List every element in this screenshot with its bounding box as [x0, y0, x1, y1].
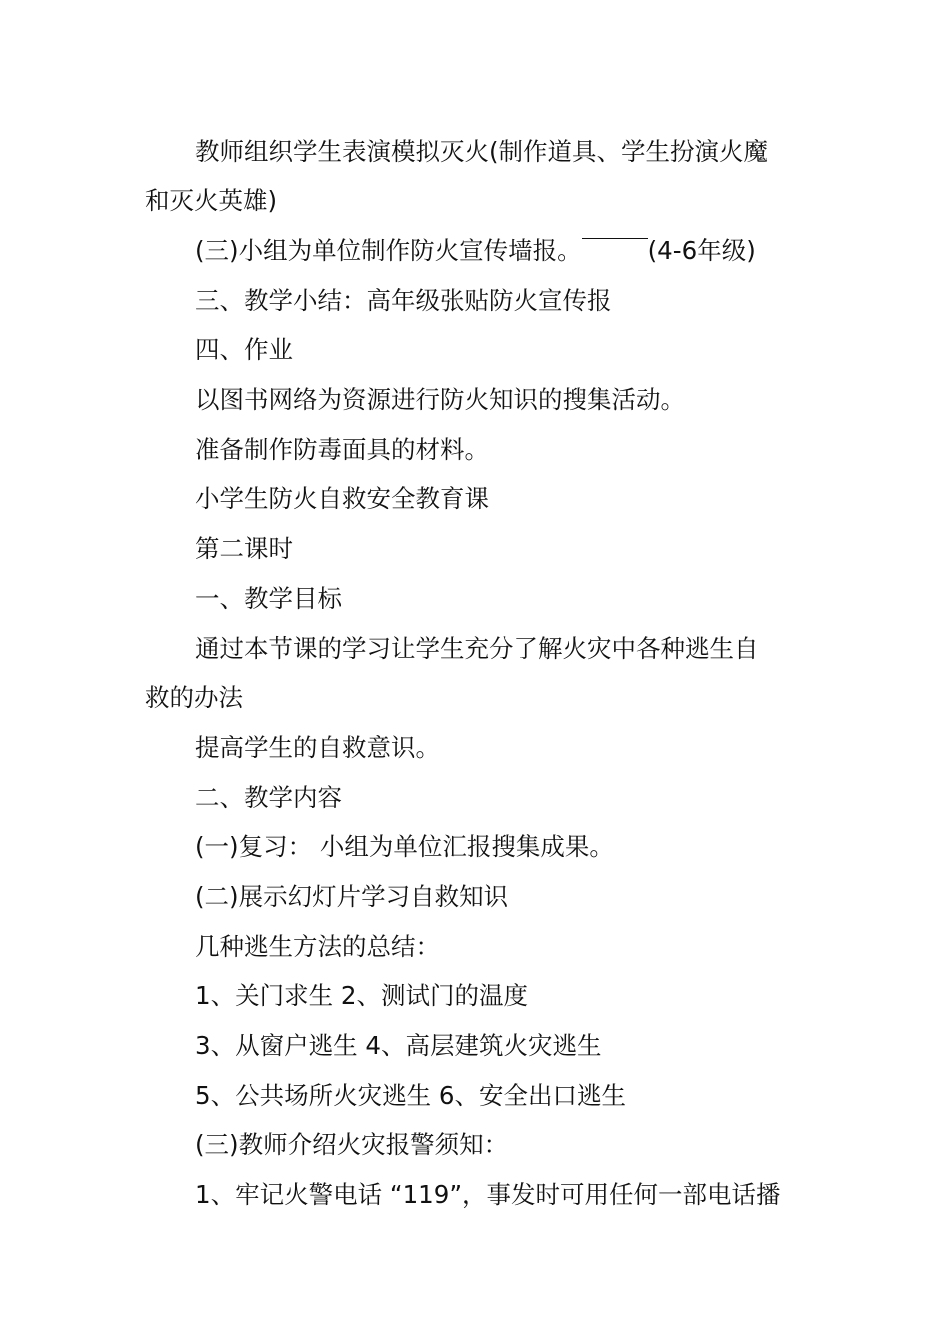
paragraph-awareness: 提高学生的自救意识。 [195, 733, 440, 762]
paragraph-objectives: 通过本节课的学习让学生充分了解火灾中各种逃生自 [195, 634, 759, 663]
grade-range-text: (4-6年级) [647, 236, 756, 265]
heading-alarm-notice: (三)教师介绍火灾报警须知： [195, 1130, 509, 1159]
paragraph-slides: (二)展示幻灯片学习自救知识 [195, 882, 509, 911]
list-item-escape-3-4: 3、从窗户逃生 4、高层建筑火灾逃生 [195, 1031, 602, 1060]
paragraph-objectives-cont: 救的办法 [145, 683, 243, 712]
paragraph-wall-poster [195, 236, 815, 266]
heading-objectives: 一、教学目标 [195, 584, 342, 613]
paragraph-escape-summary: 几种逃生方法的总结： [195, 932, 440, 961]
lesson-period: 第二课时 [195, 534, 293, 563]
paragraph-fire-drill-cont: 和灭火英雄) [145, 186, 278, 215]
heading-summary: 三、教学小结：高年级张贴防火宣传报 [195, 286, 612, 315]
heading-content: 二、教学内容 [195, 783, 342, 812]
paragraph-homework-1: 以图书网络为资源进行防火知识的搜集活动。 [195, 385, 685, 414]
list-item-escape-5-6: 5、公共场所火灾逃生 6、安全出口逃生 [195, 1081, 626, 1110]
heading-homework: 四、作业 [195, 335, 293, 364]
wall-poster-text: (三)小组为单位制作防火宣传墙报。 [195, 236, 582, 265]
paragraph-homework-2: 准备制作防毒面具的材料。 [195, 435, 489, 464]
paragraph-review: (一)复习： 小组为单位汇报搜集成果。 [195, 832, 614, 861]
paragraph-fire-drill: 教师组织学生表演模拟灭火(制作道具、学生扮演火魔 [195, 137, 769, 166]
blank-underline [582, 238, 648, 239]
list-item-escape-1-2: 1、关门求生 2、测试门的温度 [195, 981, 528, 1010]
lesson-title: 小学生防火自救安全教育课 [195, 484, 489, 513]
list-item-alarm-1: 1、牢记火警电话 “119”，事发时可用任何一部电话播 [195, 1180, 781, 1209]
